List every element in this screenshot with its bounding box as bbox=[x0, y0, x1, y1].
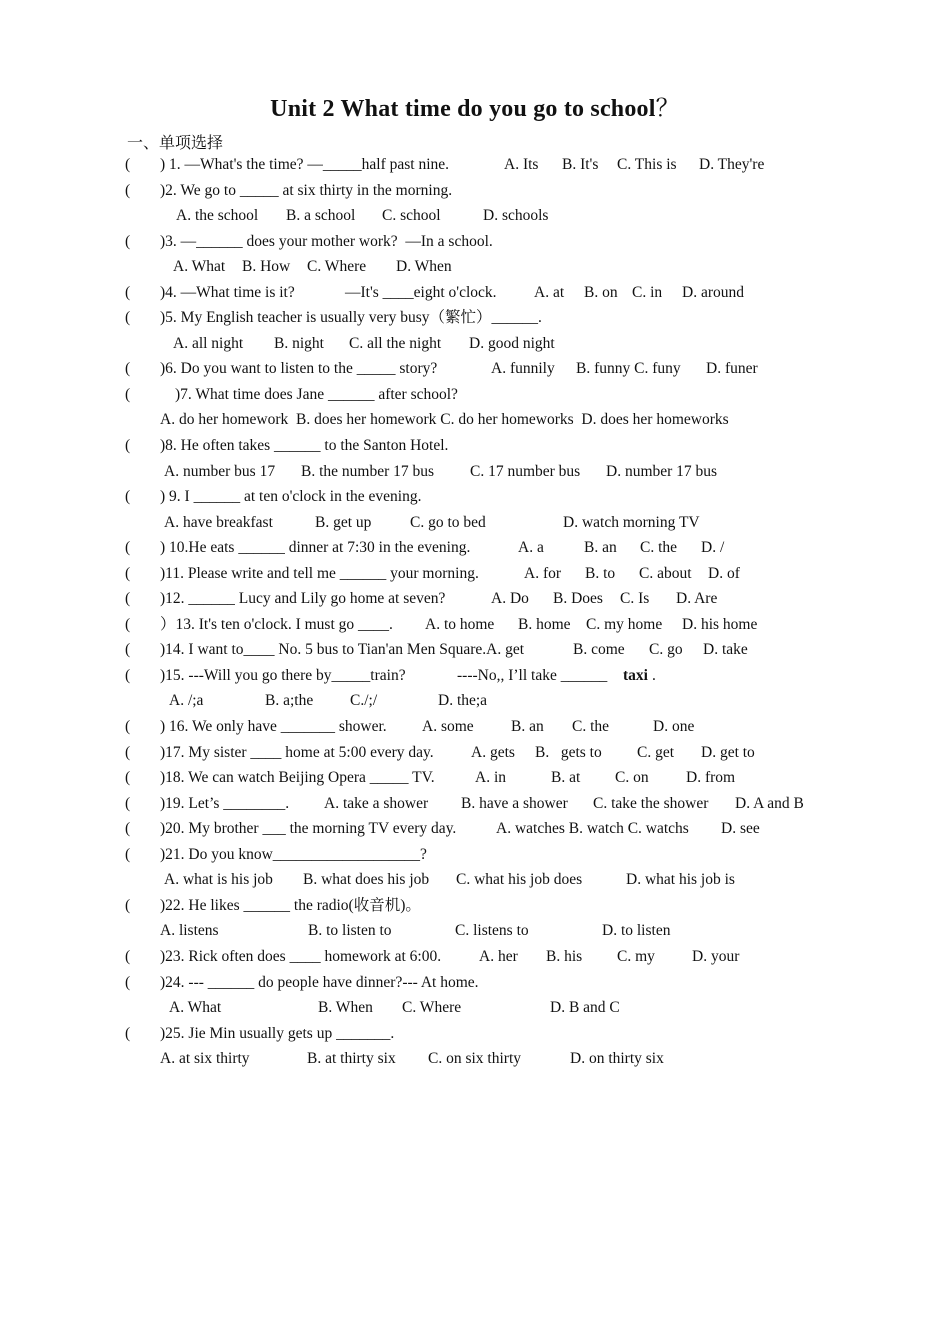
option-text: D. take bbox=[703, 641, 748, 659]
option-text: D. what his job is bbox=[626, 871, 735, 889]
option-text: C. school bbox=[382, 207, 441, 225]
option-text: B. funny C. funy bbox=[576, 360, 681, 378]
option-text: C. Where bbox=[402, 999, 462, 1017]
option-text: D. the;a bbox=[438, 692, 488, 710]
options-line bbox=[0, 254, 950, 280]
option-text: C. 17 number bus bbox=[470, 462, 581, 480]
option-text: A. a bbox=[518, 539, 544, 557]
option-text: B. what does his job bbox=[303, 871, 430, 889]
option-text: D. watch morning TV bbox=[563, 513, 700, 531]
option-text: B. an bbox=[584, 539, 617, 557]
options-line bbox=[0, 688, 950, 714]
question-line bbox=[0, 612, 950, 638]
question-line bbox=[0, 765, 950, 791]
option-text: C./;/ bbox=[350, 692, 378, 710]
option-text: A. listens bbox=[160, 922, 219, 940]
answer-paren: ( bbox=[125, 437, 131, 455]
answer-paren: ( bbox=[125, 385, 131, 403]
question-line bbox=[0, 586, 950, 612]
question-line bbox=[0, 382, 950, 408]
question-text: )3. —______ does your mother work? —In a school. bbox=[160, 232, 493, 250]
answer-paren: ( bbox=[125, 718, 131, 736]
option-text: A. /;a bbox=[169, 692, 204, 710]
options-line bbox=[0, 1046, 950, 1072]
option-text: B. home bbox=[518, 615, 571, 633]
answer-paren: ( bbox=[125, 947, 131, 965]
option-text: C. This is bbox=[617, 156, 677, 173]
question-text: )8. He often takes ______ to the Santon Hotel. bbox=[160, 437, 449, 455]
option-text: B. to bbox=[585, 564, 616, 582]
question-text: )20. My brother ___ the morning TV every day. bbox=[160, 820, 457, 838]
option-text: D. When bbox=[396, 258, 452, 276]
option-text: A. What bbox=[173, 258, 226, 276]
question-line bbox=[0, 280, 950, 306]
question-text: )25. Jie Min usually gets up _______. bbox=[160, 1024, 395, 1042]
option-text: A. do her homework B. does her homework C. do her homeworks D. does her homeworks bbox=[160, 411, 729, 429]
option-text: C. take the shower bbox=[593, 794, 709, 812]
option-text: B. the number 17 bus bbox=[301, 462, 435, 480]
question-text: )12. ______ Lucy and Lily go home at seven? bbox=[160, 590, 446, 608]
option-text: D. / bbox=[701, 539, 725, 557]
question-line bbox=[0, 561, 950, 587]
option-text: A. at bbox=[534, 283, 565, 301]
option-text: B. his bbox=[546, 947, 583, 965]
option-text: ----No,, I’ll take ______ bbox=[457, 666, 612, 684]
option-text: D. your bbox=[692, 947, 740, 965]
question-text: )18. We can watch Beijing Opera _____ TV. bbox=[160, 769, 435, 787]
question-line bbox=[0, 229, 950, 255]
question-text: )19. Let’s ________. bbox=[160, 794, 290, 812]
option-text: B. come bbox=[573, 641, 625, 659]
question-text: )6. Do you want to listen to the _____ story? bbox=[160, 360, 438, 378]
option-text: A. all night bbox=[173, 334, 244, 352]
option-text: D. his home bbox=[682, 615, 758, 633]
option-text: A. number bus 17 bbox=[164, 462, 276, 480]
option-text: C. all the night bbox=[349, 334, 442, 352]
option-text: D. schools bbox=[483, 207, 549, 225]
option-text: A. at six thirty bbox=[160, 1050, 250, 1068]
option-text: B. How bbox=[242, 258, 291, 276]
question-line bbox=[0, 356, 950, 382]
option-text: D. They're bbox=[699, 156, 765, 173]
answer-paren: ( bbox=[125, 488, 131, 506]
question-line bbox=[0, 484, 950, 510]
option-text: A. have breakfast bbox=[164, 513, 273, 531]
option-text: B. to listen to bbox=[308, 922, 392, 940]
option-text: D. funer bbox=[706, 360, 758, 378]
options-line bbox=[0, 203, 950, 229]
answer-paren: ( bbox=[125, 820, 131, 838]
option-text: C. listens to bbox=[455, 922, 529, 940]
option-text: D. see bbox=[721, 820, 760, 838]
option-text: B. It's bbox=[562, 156, 599, 173]
option-text: —It's ____eight o'clock. bbox=[345, 283, 497, 301]
option-text: D. B and C bbox=[550, 999, 620, 1017]
question-text: )15. ---Will you go there by_____train? bbox=[160, 666, 406, 684]
option-text: D. from bbox=[686, 769, 736, 787]
option-text: D. around bbox=[682, 283, 744, 301]
question-list bbox=[0, 152, 950, 1072]
option-text: B. at thirty six bbox=[307, 1050, 396, 1068]
answer-paren: ( bbox=[125, 615, 131, 633]
title-text: Unit 2 What time do you go to school bbox=[270, 96, 656, 122]
question-text: )4. —What time is it? bbox=[160, 283, 295, 301]
option-text: taxi bbox=[623, 666, 648, 684]
option-text: D. Are bbox=[676, 590, 718, 608]
question-line bbox=[0, 970, 950, 996]
answer-paren: ( bbox=[125, 564, 131, 582]
option-text: B. When bbox=[318, 999, 373, 1017]
question-line bbox=[0, 714, 950, 740]
answer-paren: ( bbox=[125, 156, 131, 173]
option-text: D. on thirty six bbox=[570, 1050, 664, 1068]
option-text: C. go bbox=[649, 641, 683, 659]
option-text: B. gets to bbox=[535, 743, 602, 761]
option-text: B. an bbox=[511, 718, 544, 736]
question-line bbox=[0, 893, 950, 919]
option-text: C. my home bbox=[586, 615, 663, 633]
question-line bbox=[0, 178, 950, 204]
question-text: ) 10.He eats ______ dinner at 7:30 in the evening. bbox=[160, 539, 471, 557]
option-text: A. watches B. watch C. watchs bbox=[496, 820, 689, 838]
option-text: B. on bbox=[584, 283, 618, 301]
answer-paren: ( bbox=[125, 794, 131, 812]
options-line bbox=[0, 331, 950, 357]
option-text: C. the bbox=[640, 539, 678, 557]
options-line bbox=[0, 995, 950, 1021]
title-question-mark: ？ bbox=[655, 96, 680, 122]
option-text: A. take a shower bbox=[324, 794, 429, 812]
option-text: B. have a shower bbox=[461, 794, 568, 812]
answer-paren: ( bbox=[125, 896, 131, 914]
question-text: )22. He likes ______ the radio(收音机)。 bbox=[160, 896, 421, 914]
answer-paren: ( bbox=[125, 666, 131, 684]
option-text: A. what is his job bbox=[164, 871, 273, 889]
option-text: A. What bbox=[169, 999, 222, 1017]
option-text: D. one bbox=[653, 718, 695, 736]
option-text: D. get to bbox=[701, 743, 755, 761]
question-text: ）13. It's ten o'clock. I must go ____. bbox=[160, 615, 393, 633]
answer-paren: ( bbox=[125, 769, 131, 787]
question-line bbox=[0, 740, 950, 766]
option-text: D. number 17 bus bbox=[606, 462, 718, 480]
question-text: ) 16. We only have _______ shower. bbox=[160, 718, 387, 736]
option-text: C. my bbox=[617, 947, 655, 965]
option-text: A. the school bbox=[176, 207, 259, 225]
options-line bbox=[0, 867, 950, 893]
question-line bbox=[0, 305, 950, 331]
option-text: D. A and B bbox=[735, 794, 804, 812]
question-text: )17. My sister ____ home at 5:00 every day. bbox=[160, 743, 434, 761]
section-heading: 一、单项选择 bbox=[127, 133, 224, 152]
answer-paren: ( bbox=[125, 539, 131, 557]
option-text: C. on six thirty bbox=[428, 1050, 522, 1068]
option-text: C. in bbox=[632, 283, 663, 301]
option-text: A. for bbox=[524, 564, 562, 582]
option-text: B. at bbox=[551, 769, 581, 787]
options-line bbox=[0, 407, 950, 433]
question-line bbox=[0, 663, 950, 689]
option-text: D. good night bbox=[469, 334, 555, 352]
answer-paren: ( bbox=[125, 743, 131, 761]
answer-paren: ( bbox=[125, 309, 131, 327]
option-text: C. Where bbox=[307, 258, 367, 276]
options-line bbox=[0, 459, 950, 485]
option-text: A. some bbox=[422, 718, 474, 736]
question-text: )24. --- ______ do people have dinner?--- At home. bbox=[160, 973, 479, 991]
answer-paren: ( bbox=[125, 641, 131, 659]
option-text: C. go to bed bbox=[410, 513, 486, 531]
option-text: A. gets bbox=[471, 743, 515, 761]
question-line bbox=[0, 791, 950, 817]
question-text: )11. Please write and tell me ______ your morning. bbox=[160, 564, 479, 582]
question-line bbox=[0, 1021, 950, 1047]
options-line bbox=[0, 918, 950, 944]
question-text: )5. My English teacher is usually very busy（繁忙）______. bbox=[160, 309, 542, 327]
option-text: A. funnily bbox=[491, 360, 555, 378]
options-line bbox=[0, 510, 950, 536]
option-text: B. a;the bbox=[265, 692, 314, 710]
option-text: B. Does bbox=[553, 590, 603, 608]
option-text: A. to home bbox=[425, 615, 495, 633]
option-text: C. on bbox=[615, 769, 649, 787]
question-line bbox=[0, 433, 950, 459]
question-line bbox=[0, 816, 950, 842]
question-line bbox=[0, 152, 950, 178]
question-line bbox=[0, 944, 950, 970]
option-text: . bbox=[652, 666, 656, 684]
question-text: )2. We go to _____ at six thirty in the morning. bbox=[160, 181, 453, 199]
answer-paren: ( bbox=[125, 181, 131, 199]
question-line bbox=[0, 535, 950, 561]
answer-paren: ( bbox=[125, 590, 131, 608]
option-text: A. Do bbox=[491, 590, 529, 608]
option-text: A. her bbox=[479, 947, 518, 965]
option-text: C. what his job does bbox=[456, 871, 583, 889]
option-text: A. Its bbox=[504, 156, 539, 173]
question-text: )7. What time does Jane ______ after school? bbox=[175, 385, 458, 403]
option-text: D. of bbox=[708, 564, 740, 582]
question-text: )14. I want to____ No. 5 bus to Tian'an Men Square.A. get bbox=[160, 641, 525, 659]
option-text: C. Is bbox=[620, 590, 650, 608]
answer-paren: ( bbox=[125, 283, 131, 301]
answer-paren: ( bbox=[125, 1024, 131, 1042]
answer-paren: ( bbox=[125, 360, 131, 378]
question-line bbox=[0, 637, 950, 663]
option-text: D. to listen bbox=[602, 922, 671, 940]
question-text: )21. Do you know___________________? bbox=[160, 845, 427, 863]
question-text: ) 9. I ______ at ten o'clock in the evening. bbox=[160, 488, 422, 506]
option-text: B. a school bbox=[286, 207, 356, 225]
answer-paren: ( bbox=[125, 973, 131, 991]
option-text: C. get bbox=[637, 743, 675, 761]
option-text: B. get up bbox=[315, 513, 372, 531]
page-title bbox=[0, 88, 950, 123]
answer-paren: ( bbox=[125, 845, 131, 863]
option-text: C. the bbox=[572, 718, 610, 736]
question-text: )23. Rick often does ____ homework at 6:00. bbox=[160, 947, 442, 965]
option-text: A. in bbox=[475, 769, 506, 787]
option-text: C. about bbox=[639, 564, 692, 582]
option-text: B. night bbox=[274, 334, 324, 352]
question-text: ) 1. —What's the time? —_____half past nine. bbox=[160, 156, 450, 173]
question-line bbox=[0, 842, 950, 868]
answer-paren: ( bbox=[125, 232, 131, 250]
